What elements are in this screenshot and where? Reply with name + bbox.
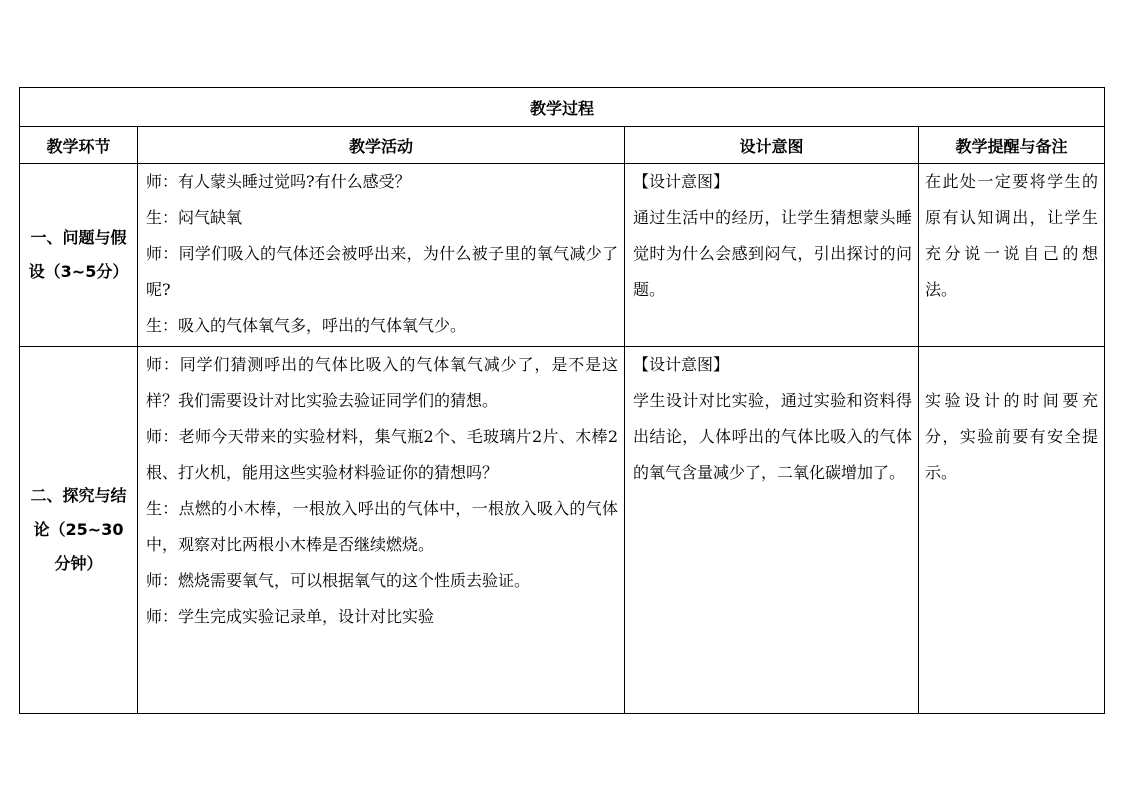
header-stage: 教学环节	[20, 127, 138, 164]
activity-cell	[138, 347, 625, 714]
table-row	[20, 164, 1105, 347]
intent-label: 【设计意图】	[633, 172, 730, 191]
intent-cell	[625, 164, 919, 347]
activity-cell	[138, 164, 625, 347]
stage-cell: 一、问题与假设（3~5分）	[20, 164, 138, 347]
activity-line: 生：闷气缺氧	[146, 208, 243, 227]
activity-line: 师：有人蒙头睡过觉吗?有什么感受？	[146, 172, 411, 191]
notes-cell: 实验设计的时间要充分，实验前要有安全提示。	[919, 347, 1105, 714]
activity-line: 师：老师今天带来的实验材料，集气瓶2个、毛玻璃片2片、木棒2根、打火机，能用这些实验材料验证你的猜想吗？	[146, 427, 618, 482]
header-intent: 设计意图	[625, 127, 919, 164]
table-row	[20, 347, 1105, 714]
activity-line: 师：学生完成实验记录单，设计对比实验	[146, 607, 435, 626]
lesson-process-table	[19, 87, 1105, 714]
activity-line: 师：同学们吸入的气体还会被呼出来，为什么被子里的氧气减少了呢?	[146, 244, 618, 299]
stage-cell: 二、探究与结论（25~30分钟）	[20, 347, 138, 714]
activity-line: 师：燃烧需要氧气，可以根据氧气的这个性质去验证。	[146, 571, 531, 590]
intent-text: 学生设计对比实验，通过实验和资料得出结论，人体呼出的气体比吸入的气体的氧气含量减少了，二氧化碳增加了。	[633, 391, 912, 482]
header-notes: 教学提醒与备注	[919, 127, 1105, 164]
activity-line: 生：点燃的小木棒，一根放入呼出的气体中，一根放入吸入的气体中，观察对比两根小木棒是否继续燃烧。	[146, 499, 618, 554]
intent-label: 【设计意图】	[633, 355, 730, 374]
header-activity: 教学活动	[138, 127, 625, 164]
table-title: 教学过程	[20, 88, 1105, 127]
activity-line: 生：吸入的气体氧气多，呼出的气体氧气少。	[146, 316, 467, 335]
intent-text: 通过生活中的经历，让学生猜想蒙头睡觉时为什么会感到闷气，引出探讨的问题。	[633, 208, 912, 299]
activity-line: 师：同学们猜测呼出的气体比吸入的气体氧气减少了，是不是这样？我们需要设计对比实验去验证同学们的猜想。	[146, 355, 618, 410]
intent-cell	[625, 347, 919, 714]
notes-cell: 在此处一定要将学生的原有认知调出，让学生充分说一说自己的想法。	[919, 164, 1105, 347]
